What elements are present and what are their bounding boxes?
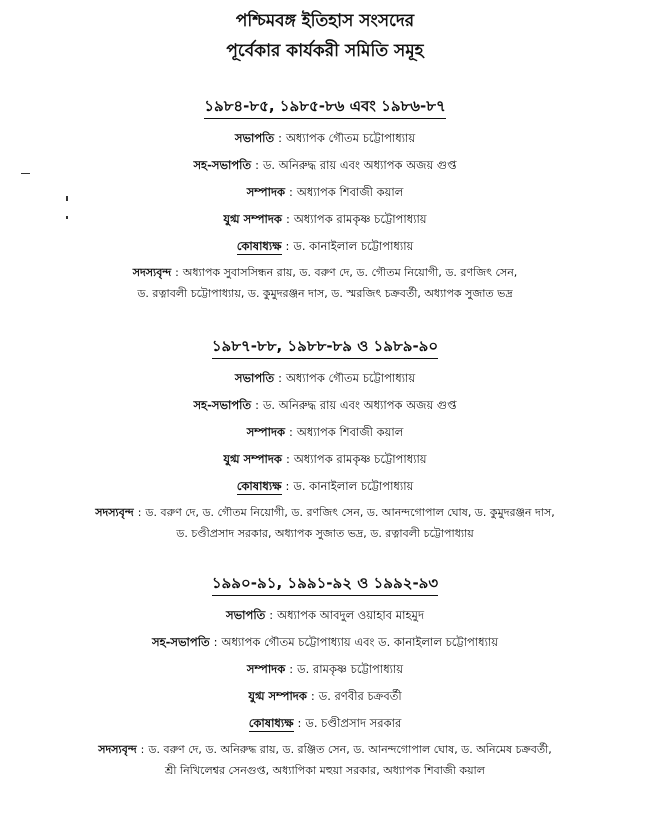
committee-section-1 [0,95,650,304]
secretary-row: সম্পাদক : অধ্যাপক শিবাজী কয়াল [246,425,404,439]
section-years: ১৯৯০-৯১, ১৯৯১-৯২ ও ১৯৯২-৯৩ [0,572,650,596]
president-row: সভাপতি : অধ্যাপক গৌতম চট্টোপাধ্যায় [234,131,416,145]
vice-president-row: সহ-সভাপতি : ড. অনিরুদ্ধ রায় এবং অধ্যাপক অজয় গুপ্ত [193,398,457,412]
treasurer-row: কোষাধ্যক্ষ : ড. কানাইলাল চট্টোপাধ্যায় [236,479,414,493]
members-block: সদস্যবৃন্দ : ড. বরুণ দে, ড. অনিরুদ্ধ রায়, ড. রঞ্জিত সেন, ড. আনন্দগোপাল ঘোষ, ড. অনিমেষ চক্রবর্তী, শ্রী নিখিলেশ্বর সেনগুপ্ত, অধ্যাপিকা মহুয়া সরকার, অধ্যাপক শিবাজী কয়াল [98,743,552,777]
treasurer-row: কোষাধ্যক্ষ : ড. চণ্ডীপ্রসাদ সরকার [248,716,402,730]
members-block: সদস্যবৃন্দ : অধ্যাপক সুবাসসিন্ধন রায়, ড. বরুণ দে, ড. গৌতম নিয়োগী, ড. রণজিৎ সেন, ড. রত্নাবলী চট্টোপাধ্যায়, ড. কুমুদরঞ্জন দাস, ড. স্মরজিৎ চক্রবর্তী, অধ্যাপক সুজাত ভদ্র [132,266,518,300]
page-title-line1: পশ্চিমবঙ্গ ইতিহাস সংসদের [235,11,415,31]
vice-president-row: সহ-সভাপতি : অধ্যাপক গৌতম চট্টোপাধ্যায় এবং ড. কানাইলাল চট্টোপাধ্যায় [151,635,499,649]
committee-section-2 [0,335,650,544]
page-title-line2: পূর্বেকার কার্যকরী সমিতি সমূহ [226,41,424,61]
members-block: সদস্যবৃন্দ : ড. বরুণ দে, ড. গৌতম নিয়োগী, ড. রণজিৎ সেন, ড. আনন্দগোপাল ঘোষ, ড. কুমুদরঞ্জন দাস, ড. চণ্ডীপ্রসাদ সরকার, অধ্যাপক সুজাত ভদ্র, ড. রত্নাবলী চট্টোপাধ্যায় [95,506,555,540]
joint-secretary-row: যুগ্ম সম্পাদক : অধ্যাপক রামকৃষ্ণ চট্টোপাধ্যায় [223,212,427,226]
president-row: সভাপতি : অধ্যাপক গৌতম চট্টোপাধ্যায় [234,371,416,385]
section-years: ১৯৮৭-৮৮, ১৯৮৮-৮৯ ও ১৯৮৯-৯০ [0,335,650,359]
vice-president-row: সহ-সভাপতি : ড. অনিরুদ্ধ রায় এবং অধ্যাপক অজয় গুপ্ত [193,158,457,172]
joint-secretary-row: যুগ্ম সম্পাদক : ড. রণবীর চক্রবর্তী [248,689,402,703]
scan-speck [66,216,68,219]
joint-secretary-row: যুগ্ম সম্পাদক : অধ্যাপক রামকৃষ্ণ চট্টোপাধ্যায় [223,452,427,466]
secretary-row: সম্পাদক : অধ্যাপক শিবাজী কয়াল [246,185,404,199]
treasurer-row: কোষাধ্যক্ষ : ড. কানাইলাল চট্টোপাধ্যায় [236,239,414,253]
committee-section-3 [0,572,650,781]
section-years: ১৯৮৪-৮৫, ১৯৮৫-৮৬ এবং ১৯৮৬-৮৭ [0,95,650,119]
scan-speck [66,196,68,201]
president-row: সভাপতি : অধ্যাপক আবদুল ওয়াহাব মাহমুদ [226,608,424,622]
secretary-row: সম্পাদক : ড. রামকৃষ্ণ চট্টোপাধ্যায় [246,662,404,676]
scan-speck [21,173,30,174]
